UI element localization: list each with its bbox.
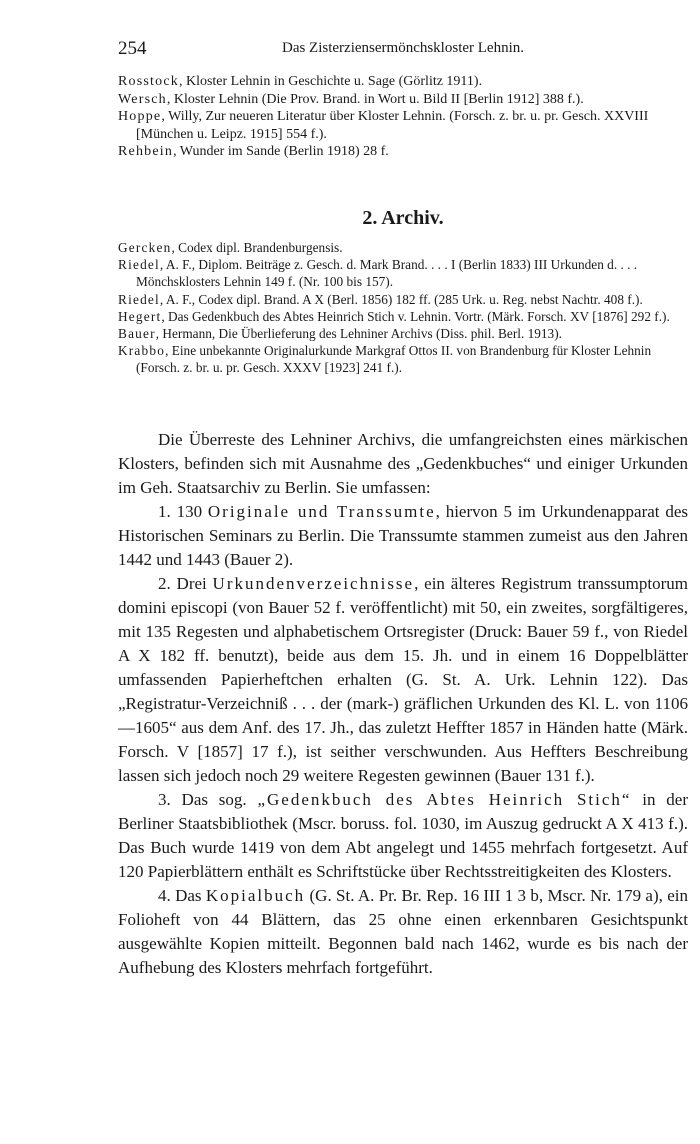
- literature-list: [118, 73, 688, 161]
- author: Gercken: [118, 240, 172, 255]
- paragraph-text: Die Überreste des Lehniner Archivs, die umfangreichsten eines märkischen Klosters, befinden sich mit Ausnahme des „Gedenkbuches“ und einiger Urkunden im Geh. Staatsarchiv zu Berlin. Sie umfassen:: [118, 430, 688, 497]
- literature-entry: [118, 308, 688, 325]
- literature-entry: [118, 73, 688, 91]
- running-title: Das Zisterziensermönchskloster Lehnin.: [281, 40, 524, 56]
- literature-entry: [118, 291, 688, 308]
- literature-entry: [118, 143, 688, 161]
- paragraph-text: (G. St. A. Pr. Br. Rep. 16 III 1 3 b, Mscr. Nr. 179 a), ein Folioheft von 44 Blättern, das 25 ohne einen erkennbaren Gesichtspunkt ausgewählte Kopien mitteilt. Begonnen bald nach 1462, wurde es bis nach der Aufhebung des Klosters mehrfach fortgeführt.: [118, 886, 688, 977]
- page-number: 254: [118, 38, 147, 59]
- paragraph-keyword: Originale und Transsumte: [207, 502, 436, 521]
- author: Hoppe: [118, 109, 162, 124]
- paragraph: [118, 884, 688, 980]
- citation: , Willy, Zur neueren Literatur über Kloster Lehnin. (Forsch. z. br. u. pr. Gesch. XXVIII [München u. Leipz. 1915] 554 f.).: [136, 109, 649, 142]
- paragraph-text: , ein älteres Registrum transsumptorum domini episcopi (von Bauer 52 f. veröffentlicht) mit 50, ein zweites, sorgfältigeres, mit 135 Regesten und alphabetischem Ortsregister (Druck: Bauer 59 f., von Riedel A X 182 ff. benutzt), beide aus dem 15. Jh. und in einem 16 Doppelblätter umfassenden Papierheftchen erhalten (G. St. A. Urk. Lehnin 122). Das „Registratur-Verzeichniß . . . der (mark-) gräflichen Urkunden des Kl. L. von 1106—1605“ aus dem Anf. des 17. Jh., das zuletzt Heffter 1857 in Händen hatte (Märk. Forsch. V [1857] 17 f.), ist seither verschwunden. Aus Heffters Beschreibung lassen sich jedoch noch 29 weitere Regesten gewinnen (Bauer 131 f.).: [118, 574, 688, 785]
- citation: , Kloster Lehnin in Geschichte u. Sage (Görlitz 1911).: [178, 74, 483, 89]
- paragraph-text: in der Berliner Staatsbibliothek (Mscr. boruss. fol. 1030, im Auszug gedruckt A X 413 f.). Das Buch wurde 1419 von dem Abt angelegt und 1455 mehrfach fortgesetzt. Auf 120 Papierblättern enthält es Schriftstücke über Rechtsstreitigkeiten des Klosters.: [118, 790, 688, 881]
- citation: , Eine unbekannte Originalurkunde Markgraf Ottos II. von Brandenburg für Kloster Lehnin (Forsch. z. br. u. pr. Gesch. XXXV [1923] 241 f.).: [136, 343, 652, 376]
- citation: , Codex dipl. Brandenburgensis.: [171, 240, 343, 255]
- author: Krabbo: [118, 343, 166, 359]
- author: Riedel: [118, 257, 160, 273]
- author: Wersch: [118, 91, 167, 107]
- page-header: [118, 38, 688, 60]
- archive-literature-list: [118, 239, 688, 377]
- citation: , Kloster Lehnin (Die Prov. Brand. in Wort u. Bild II [Berlin 1912] 388 f.).: [166, 91, 584, 107]
- literature-entry: [118, 325, 688, 342]
- paragraph: [118, 788, 688, 884]
- paragraph-text: , hiervon 5 im Urkundenapparat des Historischen Seminars zu Berlin. Die Transsumte stammen zumeist aus den Jahren 1442 und 1443 (Bauer 2).: [118, 502, 689, 569]
- paragraph-lead: 3. Das sog.: [158, 790, 258, 809]
- literature-entry: [118, 108, 688, 143]
- paragraph-keyword: Urkundenverzeichnisse: [212, 574, 415, 593]
- literature-entry: [118, 342, 688, 376]
- paragraph-lead: 1. 130: [158, 502, 208, 521]
- citation: , Wunder im Sande (Berlin 1918) 28 f.: [173, 144, 389, 159]
- body-text: [118, 428, 688, 980]
- paragraph: [118, 428, 688, 500]
- literature-entry: [118, 91, 688, 109]
- paragraph-keyword: „Gedenkbuch des Abtes Heinrich Stich“: [257, 790, 632, 809]
- paragraph-keyword: Kopialbuch: [205, 886, 306, 905]
- citation: , Hermann, Die Überlieferung des Lehniner Archivs (Diss. phil. Berl. 1913).: [155, 326, 562, 342]
- paragraph: [118, 572, 688, 788]
- literature-entry: [118, 256, 688, 290]
- citation: , A. F., Codex dipl. Brand. A X (Berl. 1856) 182 ff. (285 Urk. u. Reg. nebst Nachtr. 408 f.).: [159, 291, 643, 307]
- paragraph: [118, 500, 688, 572]
- paragraph-lead: 2. Drei: [158, 574, 213, 593]
- section-title: 2. Archiv.: [362, 207, 444, 229]
- author: Rehbein: [118, 144, 174, 159]
- literature-entry: [118, 239, 688, 256]
- citation: , A. F., Diplom. Beiträge z. Gesch. d. Mark Brand. . . . I (Berlin 1833) III Urkunden d. . . . Mönchsklosters Lehnin 149 f. (Nr. 100 bis 157).: [136, 257, 638, 290]
- author: Rosstock: [118, 74, 179, 89]
- citation: , Das Gedenkbuch des Abtes Heinrich Stich v. Lehnin. Vortr. (Märk. Forsch. XV [1876] 292 f.).: [161, 308, 670, 324]
- author: Bauer: [118, 326, 156, 342]
- paragraph-lead: 4. Das: [158, 886, 206, 905]
- author: Riedel: [118, 291, 160, 307]
- author: Hegert: [118, 308, 162, 324]
